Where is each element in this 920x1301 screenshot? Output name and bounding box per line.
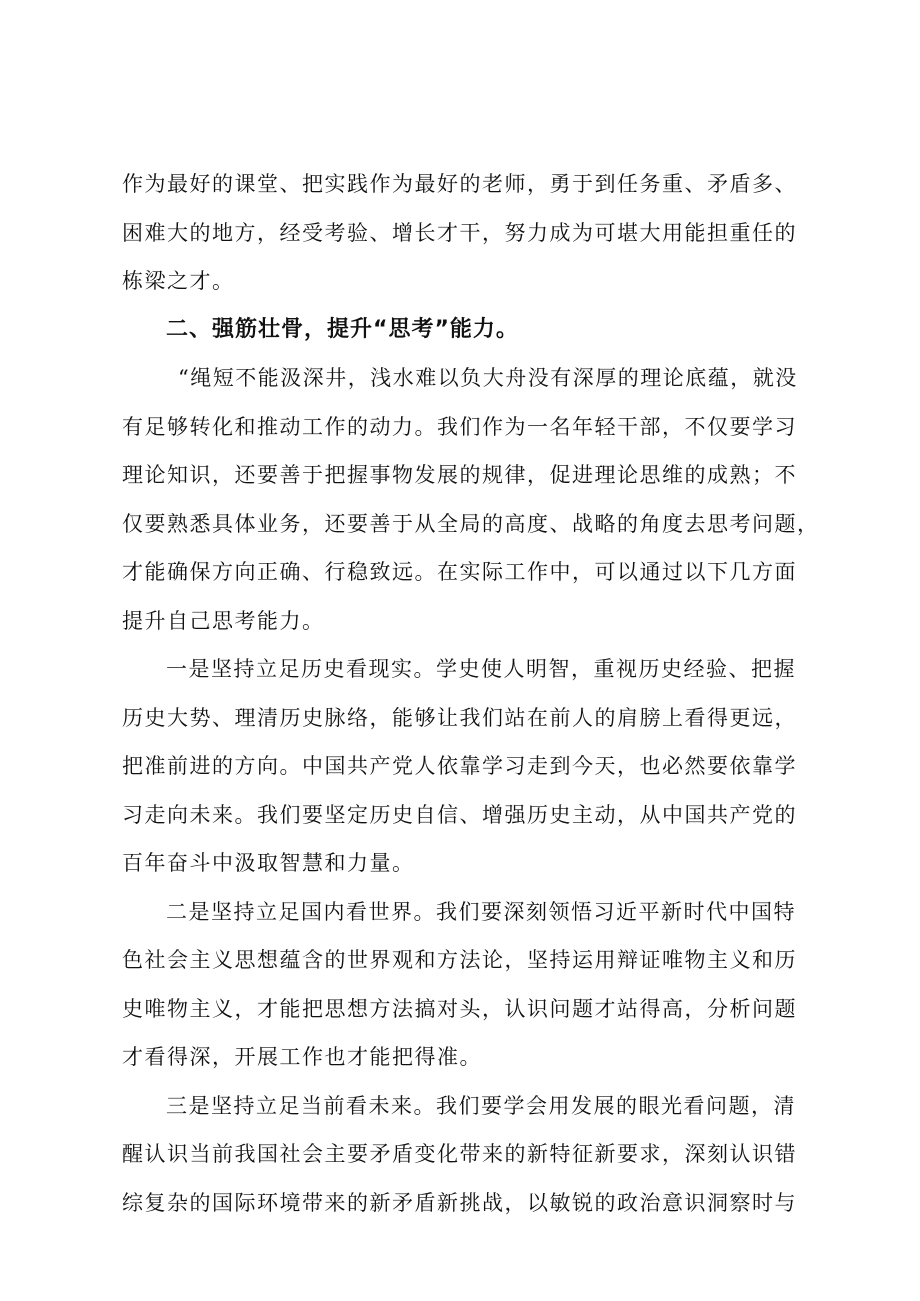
document-body bbox=[122, 160, 822, 1227]
text-line: 作为最好的课堂、把实践作为最好的老师，勇于到任务重、矛盾多、 bbox=[122, 172, 797, 196]
text-line: 三是坚持立足当前看未来。我们要学会用发展的眼光看问题，清 bbox=[166, 1093, 796, 1118]
section-heading bbox=[122, 306, 822, 355]
text-line: 困难大的地方，经受考验、增长才干，努力成为可堪大用能担重任的 bbox=[122, 220, 797, 245]
paragraph-quote-intro bbox=[122, 354, 822, 645]
text-line: 色社会主义思想蕴含的世界观和方法论，坚持运用辩证唯物主义和历 bbox=[122, 948, 797, 972]
text-line: 历史大势、理清历史脉络，能够让我们站在前人的肩膀上看得更远， bbox=[122, 705, 797, 730]
text-line: 理论知识，还要善于把握事物发展的规律，促进理论思维的成熟；不 bbox=[122, 463, 797, 487]
text-line: 有足够转化和推动工作的动力。我们作为一名年轻干部，不仅要学习 bbox=[122, 414, 797, 439]
text-line: “绳短不能汲深井，浅水难以负大舟没有深厚的理论底蕴，就没 bbox=[178, 366, 798, 390]
paragraph-world bbox=[122, 888, 822, 1082]
text-line: 史唯物主义，才能把思想方法搞对头，认识问题才站得高，分析问题 bbox=[122, 996, 797, 1021]
text-line: 醒认识当前我国社会主要矛盾变化带来的新特征新要求，深刻认识错 bbox=[122, 1142, 797, 1166]
text-line: 提升自己思考能力。 bbox=[122, 608, 325, 633]
paragraph-continuation bbox=[122, 160, 822, 306]
paragraph-future bbox=[122, 1082, 822, 1228]
text-line: 才能确保方向正确、行稳致远。在实际工作中，可以通过以下几方面 bbox=[122, 560, 797, 584]
paragraph-history bbox=[122, 645, 822, 888]
text-line: 栋梁之才。 bbox=[122, 269, 235, 293]
text-line: 仅要熟悉具体业务，还要善于从全局的高度、战略的角度去思考问题， bbox=[122, 511, 820, 536]
text-line: 二是坚持立足国内看世界。我们要深刻领悟习近平新时代中国特 bbox=[166, 899, 796, 924]
text-line: 把准前进的方向。中国共产党人依靠学习走到今天，也必然要依靠学 bbox=[122, 754, 797, 778]
section-heading-text: 二、强筋壮骨，提升“思考”能力。 bbox=[166, 316, 519, 342]
text-line: 才看得深，开展工作也才能把得准。 bbox=[122, 1045, 482, 1069]
text-line: 习走向未来。我们要坚定历史自信、增强历史主动，从中国共产党的 bbox=[122, 802, 797, 827]
text-line: 百年奋斗中汲取智慧和力量。 bbox=[122, 851, 415, 875]
text-line: 一是坚持立足历史看现实。学史使人明智，重视历史经验、把握 bbox=[166, 657, 796, 681]
text-line: 综复杂的国际环境带来的新矛盾新挑战，以敏锐的政治意识洞察时与 bbox=[122, 1190, 797, 1215]
